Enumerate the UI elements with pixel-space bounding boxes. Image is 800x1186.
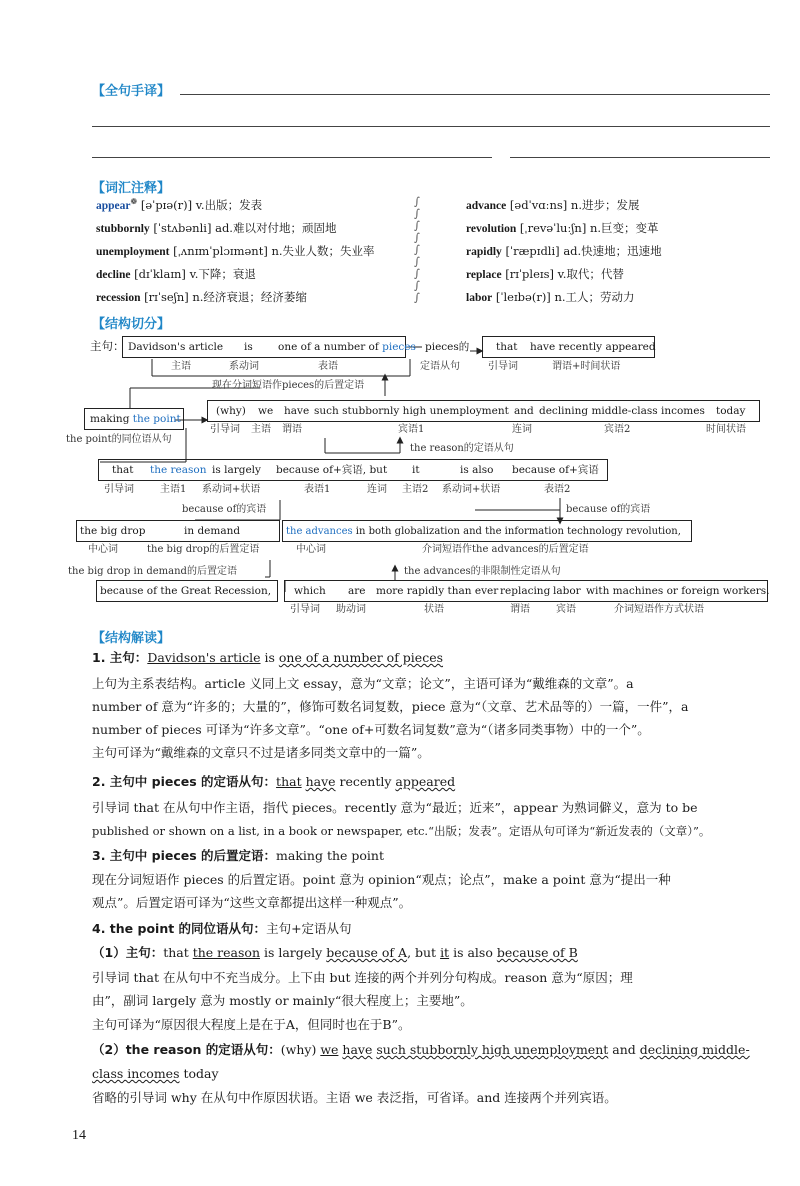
- analysis-p41-line3: 主句可译为“原因很大程度上是在于A，但同时也在于B”。: [92, 1017, 411, 1032]
- which-word: which: [294, 585, 326, 597]
- today-word: today: [716, 405, 746, 417]
- h4-structure: 主句+定语从句: [266, 921, 352, 936]
- attr-rest: have recently appeared: [530, 341, 656, 353]
- because-2: because of+宾语: [512, 464, 599, 476]
- vocab-definition: n.工人；劳动力: [554, 290, 635, 304]
- analysis-body: [92, 648, 772, 1128]
- label-which: 引导词: [290, 604, 320, 615]
- vocab-phonetic: [əˈpɪə(r)]: [140, 198, 193, 212]
- vocab-phonetic: [ˈræpɪdli]: [505, 244, 560, 258]
- analysis-h2: [92, 772, 455, 792]
- h42-label: （2）the reason 的定语从句：: [92, 1042, 281, 1057]
- we-word: we: [258, 405, 274, 417]
- label-post-attr: the big drop的后置定语: [147, 544, 260, 555]
- advances-phrase: in both globalization and the information technology revolution,: [352, 526, 681, 537]
- label-are: 助动词: [336, 604, 366, 615]
- great-recession: because of the Great Recession,: [100, 585, 272, 597]
- label-more: 状语: [424, 604, 444, 615]
- label-head-2: 中心词: [296, 544, 326, 555]
- section-translation-heading: 【全句手译】: [92, 84, 171, 99]
- label-obj2: 宾语2: [604, 424, 631, 435]
- analysis-h42-cont: [92, 1064, 219, 1084]
- vocab-phonetic: [ədˈvɑːns]: [509, 198, 568, 212]
- label-vb1: 系动词+状语: [202, 484, 261, 495]
- h42-and: and: [608, 1042, 640, 1057]
- label-why: 引导词: [210, 424, 240, 435]
- because-object-left-note: because of的宾语: [182, 504, 267, 515]
- because-1: because of+宾语, but: [276, 464, 388, 476]
- section-structure-heading: 【结构切分】: [92, 317, 171, 332]
- more-rapidly: more rapidly than ever: [376, 585, 499, 597]
- main-clause-label: 主句：: [90, 339, 125, 353]
- page-number: 14: [72, 1128, 86, 1143]
- appositive-note-b: 语从句: [141, 434, 172, 445]
- label-subj1: 主语1: [160, 484, 187, 495]
- main-verb: is: [244, 341, 253, 353]
- vocab-phonetic: [ˌʌnɪmˈplɔɪmənt]: [173, 244, 268, 258]
- analysis-p2-line2: published or shown on a list, in a book or newspaper, etc.“出版；发表”。定语从句可译为“新近发表的（文章）”。: [92, 824, 711, 838]
- label-attr-that: 引导词: [488, 361, 518, 372]
- object-2: declining middle-class incomes: [539, 405, 705, 417]
- object-1: such stubbornly high unemployment: [314, 405, 509, 417]
- label-and: 连词: [512, 424, 532, 435]
- label-we: 主语: [251, 424, 271, 435]
- h1-predicative: one of a number of pieces: [278, 650, 444, 665]
- vocab-word: unemployment: [96, 246, 170, 258]
- label-link-verb: 系动词: [229, 361, 259, 372]
- h1-subject: Davidson's article: [147, 650, 261, 665]
- label-conj: 连词: [367, 484, 387, 495]
- h2-that: that: [276, 774, 302, 789]
- label-head: 中心词: [88, 544, 118, 555]
- analysis-p1-line4: 主句可译为“戴维森的文章只不过是诸多同类文章中的一篇”。: [92, 745, 430, 760]
- vocab-definition: v.下降；衰退: [189, 267, 256, 281]
- is-also: is also: [460, 464, 494, 476]
- vocab-definition: v.取代；代替: [557, 267, 624, 281]
- label-labor: 宾语: [556, 604, 576, 615]
- making-text: [90, 413, 181, 426]
- vocab-definition: ad.难以对付地；顽固地: [215, 221, 337, 235]
- vocab-word: labor: [466, 292, 493, 304]
- is-largely: is largely: [212, 464, 261, 476]
- h2-have: have: [305, 774, 336, 789]
- and-word: and: [514, 405, 534, 417]
- analysis-p41-line2: 由”，副词 largely 意为 mostly or mainly“很大程度上；主要地”。: [92, 993, 473, 1008]
- h41-it: it: [440, 945, 450, 960]
- vocab-word: appear: [96, 200, 131, 212]
- that-word: that: [112, 464, 134, 476]
- replacing-word: replacing: [500, 585, 551, 597]
- analysis-p1-line1: 上句为主系表结构。article 义同上文 essay，意为“文章；论文”，主语可译为“戴维森的文章”。a: [92, 676, 634, 691]
- vocab-definition: n.失业人数；失业率: [271, 244, 375, 258]
- label-obj1: 宾语1: [398, 424, 425, 435]
- vocab-divider-wave: ∫ ∫ ∫ ∫ ∫ ∫ ∫ ∫ ∫: [414, 195, 420, 304]
- h42-object-2b: class incomes: [92, 1066, 180, 1081]
- because-object-right-note: because of的宾语: [566, 504, 651, 515]
- label-pred1: 表语1: [304, 484, 331, 495]
- big-drop: the big drop: [80, 525, 146, 537]
- vocab-word: decline: [96, 269, 131, 281]
- vocab-phonetic: [ˈstʌbənli]: [153, 221, 212, 235]
- label-today: 时间状语: [706, 424, 746, 435]
- vocab-phonetic: [ˈleɪbə(r)]: [495, 290, 551, 304]
- h2-appeared: appeared: [395, 774, 456, 789]
- h2-label: 2. 主句中 pieces 的定语从句：: [92, 774, 277, 789]
- participle-note: 现在分词短语作pieces的后置定语: [212, 380, 365, 391]
- h41-is-also: is also: [449, 945, 497, 960]
- attr-that: that: [496, 341, 518, 353]
- vocab-word: recession: [96, 292, 141, 304]
- vocab-phonetic: [rɪˈseʃn]: [144, 290, 189, 304]
- vocab-definition: v.出版；发表: [195, 198, 263, 212]
- analysis-h42: [92, 1040, 750, 1060]
- h41-is-largely: is largely: [260, 945, 327, 960]
- main-predicative: [278, 341, 416, 354]
- label-that: 引导词: [104, 484, 134, 495]
- analysis-p2-line1: 引导词 that 在从句中作主语，指代 pieces。recently 意为“最近；近来”，appear 为熟词僻义，意为 to be: [92, 800, 698, 815]
- vocab-phonetic: [dɪˈklaɪn]: [134, 267, 186, 281]
- with-phrase: with machines or foreign workers.: [586, 585, 770, 597]
- label-prep: 介词短语作the advances的后置定语: [422, 544, 589, 555]
- analysis-p1-line3: number of pieces 可译为“许多文章”。“one of+可数名词复数”意为“（诸多同类事物）中的一个”。: [92, 722, 650, 737]
- label-have: 谓语: [282, 424, 302, 435]
- analysis-p42-line1: 省略的引导词 why 在从句中作原因状语。主语 we 表泛指，可省译。and 连接两个并列宾语。: [92, 1090, 617, 1105]
- h41-label: （1）主句：: [92, 945, 164, 960]
- vocab-definition: n.经济衰退；经济萎缩: [192, 290, 307, 304]
- vocab-word: replace: [466, 269, 502, 281]
- vocab-word: stubbornly: [96, 223, 150, 235]
- h42-why: (why): [280, 1042, 321, 1057]
- analysis-h41: [92, 943, 578, 963]
- vocab-word: revolution: [466, 223, 517, 235]
- the-point-keyword: the point: [132, 413, 181, 425]
- have-word: have: [284, 405, 310, 417]
- analysis-p41-line1: 引导词 that 在从句中不充当成分。上下由 but 连接的两个并列分句构成。reason 意为“原因；理: [92, 970, 633, 985]
- section-analysis-heading: 【结构解读】: [92, 631, 171, 646]
- it-word: it: [412, 464, 420, 476]
- label-pred2: 表语2: [544, 484, 571, 495]
- h41-that: that: [163, 945, 193, 960]
- analysis-p3-line2: 观点”。后置定语可译为“这些文章都提出这样一种观点”。: [92, 895, 412, 910]
- reason-attr-note: the reason的定语从句: [410, 443, 514, 454]
- h1-label: 1. 主句：: [92, 650, 148, 665]
- appositive-note-a: the point的同位: [66, 434, 142, 445]
- label-with: 介词短语作方式状语: [614, 604, 704, 615]
- label-attr-rest: 谓语+时间状语: [552, 361, 621, 372]
- making-word: making: [90, 413, 133, 425]
- h42-today: today: [179, 1066, 219, 1081]
- h3-phrase: making the point: [276, 848, 384, 863]
- h41-because-b: because of B: [496, 945, 578, 960]
- label-predicative: 表语: [318, 361, 338, 372]
- section-vocab-heading: 【词汇注释】: [92, 181, 171, 196]
- h2-recently: recently: [335, 774, 396, 789]
- attr-clause-note: pieces的: [425, 341, 470, 353]
- label-vb2: 系动词+状语: [442, 484, 501, 495]
- advances-clause-note: the advances的非限制性定语从句: [404, 566, 561, 577]
- h4-label: 4. the point 的同位语从句：: [92, 921, 267, 936]
- in-demand: in demand: [184, 525, 241, 537]
- h1-verb: is: [260, 650, 279, 665]
- analysis-p3-line1: 现在分词短语作 pieces 的后置定语。point 意为 opinion“观点；论点”，make a point 意为“提出一种: [92, 872, 671, 887]
- the-reason-keyword: the reason: [150, 464, 207, 476]
- appositive-note: [66, 434, 172, 446]
- analysis-p1-line2: number of 意为“许多的；大量的”，修饰可数名词复数，piece 意为“（文章、艺术品等的）一篇，一件”，a: [92, 699, 689, 714]
- vocab-phonetic: [ˌrevəˈluːʃn]: [519, 221, 587, 235]
- advances-text: [286, 525, 681, 538]
- big-drop-post-note: the big drop in demand的后置定语: [68, 566, 237, 577]
- pieces-keyword: pieces: [382, 341, 416, 353]
- vocab-word: advance: [466, 200, 507, 212]
- vocab-word: rapidly: [466, 246, 502, 258]
- analysis-h4: [92, 919, 352, 939]
- why-word: (why): [216, 405, 246, 417]
- h41-but: , but: [407, 945, 441, 960]
- analysis-h3: [92, 846, 384, 866]
- label-replacing: 谓语: [510, 604, 530, 615]
- vocab-definition: ad.快速地；迅速地: [563, 244, 662, 258]
- are-word: are: [348, 585, 366, 597]
- labor-word: labor: [553, 585, 581, 597]
- h3-label: 3. 主句中 pieces 的后置定语：: [92, 848, 277, 863]
- attr-clause-note-2: 定语从句: [420, 361, 460, 372]
- analysis-h1: [92, 648, 443, 668]
- predicative-text: one of a number of: [278, 341, 383, 353]
- h42-we: we: [320, 1042, 339, 1057]
- vocab-phonetic: [rɪˈpleɪs]: [505, 267, 554, 281]
- label-subject: 主语: [171, 361, 191, 372]
- label-subj2: 主语2: [402, 484, 429, 495]
- the-advances-keyword: the advances: [286, 526, 353, 537]
- vocab-definition: n.进步；发展: [570, 198, 640, 212]
- h41-reason: the reason: [192, 945, 260, 960]
- h42-have: have: [342, 1042, 373, 1057]
- h42-object-1: such stubbornly high unemployment: [376, 1042, 609, 1057]
- h42-object-2a: declining middle-: [639, 1042, 750, 1057]
- vocab-definition: n.巨变；变革: [589, 221, 659, 235]
- h41-because-a: because of A: [326, 945, 408, 960]
- vocab-left-1: appear❁ [əˈpɪə(r)] v.出版；发表: [96, 197, 263, 212]
- main-subject: Davidson's article: [128, 341, 224, 353]
